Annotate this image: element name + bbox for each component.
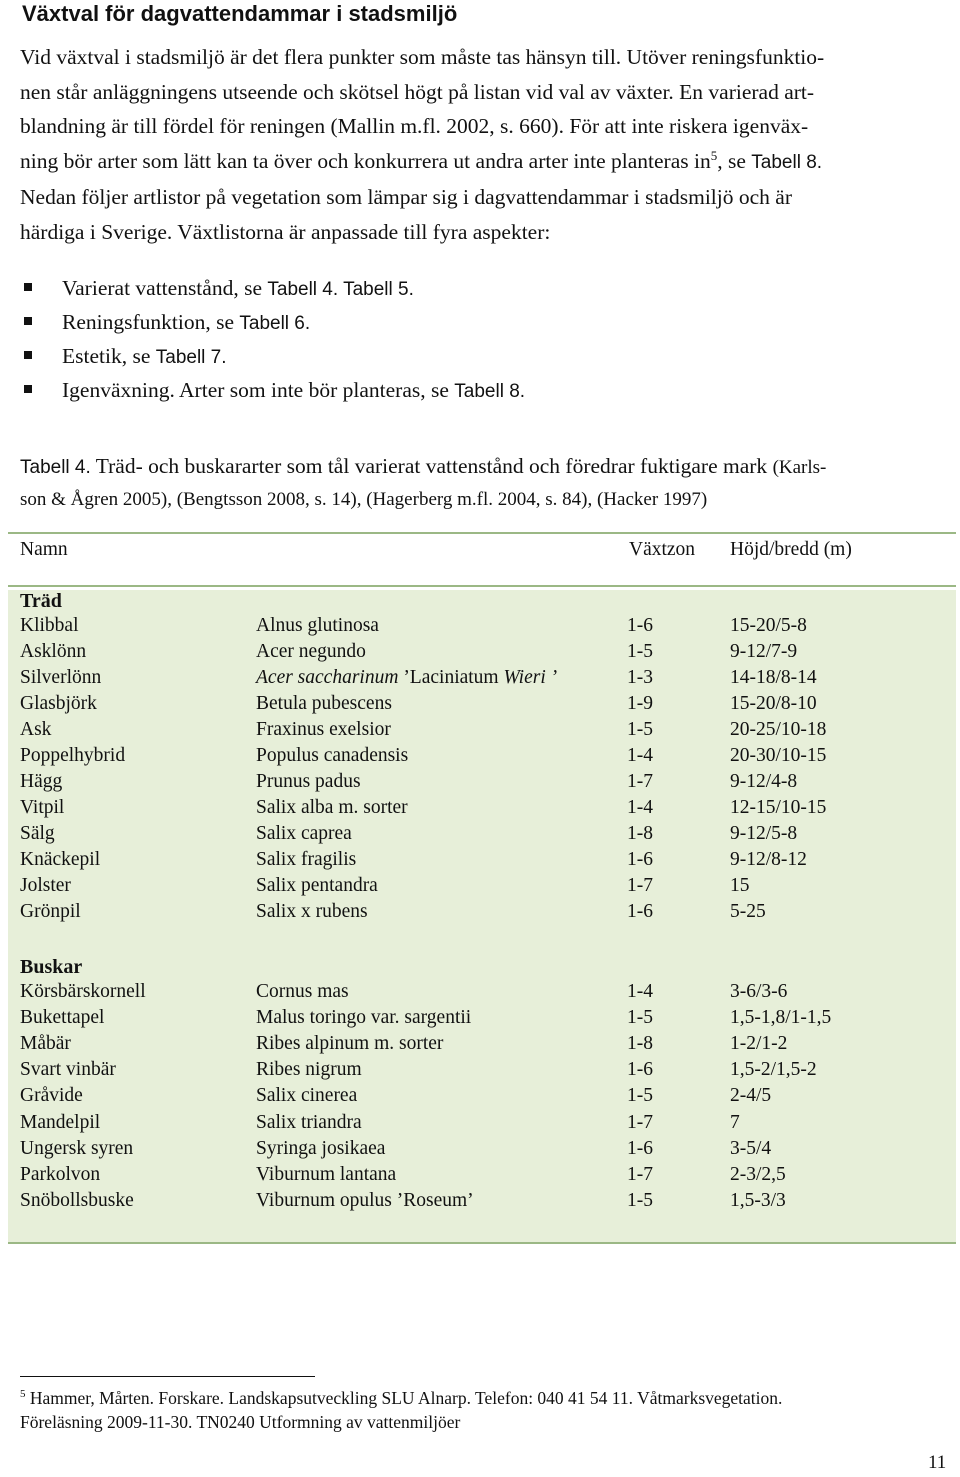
zone-cell: 1-5	[627, 1007, 653, 1029]
latin-name-cell: Fraxinus exelsior	[256, 719, 391, 740]
latin-name-cell: Salix alba m. sorter	[256, 797, 408, 818]
size-cell: 2-4/5	[730, 1085, 772, 1107]
size-cell: 3-6/3-6	[730, 981, 788, 1002]
latin-name-part: Wieri ’	[503, 667, 558, 688]
table-row	[8, 797, 956, 823]
square-bullet-icon	[24, 283, 32, 291]
footnote-marker[interactable]: 5	[710, 147, 718, 163]
intro-paragraph	[20, 40, 938, 249]
swedish-name-cell: Sälg	[20, 823, 55, 844]
table-row	[8, 1112, 956, 1138]
section-heading: Växtval för dagvattendammar i stadsmiljö	[22, 1, 458, 26]
size-cell: 2-3/2,5	[730, 1163, 786, 1185]
latin-name-cell: Salix triandra	[256, 1111, 362, 1133]
column-header-size: Höjd/bredd (m)	[730, 539, 852, 560]
swedish-name-cell: Asklönn	[20, 641, 87, 662]
zone-cell: 1-4	[627, 745, 653, 766]
swedish-name-cell: Poppelhybrid	[20, 745, 126, 766]
latin-name-cell: Syringa josikaea	[256, 1137, 386, 1159]
table-row	[8, 719, 956, 745]
swedish-name-cell: Mandelpil	[20, 1111, 101, 1133]
plant-table	[8, 532, 956, 1244]
swedish-name-cell: Silverlönn	[20, 667, 102, 688]
table-header	[8, 532, 956, 587]
table-row	[8, 771, 956, 797]
size-cell: 3-5/4	[730, 1137, 772, 1159]
list-item-text: Igenväxning. Arter som inte bör planteras, se	[62, 378, 455, 402]
zone-cell: 1-5	[627, 641, 653, 662]
table-row	[8, 745, 956, 771]
table-row	[8, 823, 956, 849]
zone-cell: 1-7	[627, 875, 653, 896]
size-cell: 12-15/10-15	[730, 797, 827, 818]
table-caption	[20, 450, 940, 516]
square-bullet-icon	[24, 317, 32, 325]
size-cell: 9-12/4-8	[730, 771, 798, 792]
latin-name-part: Acer saccharinum	[256, 667, 399, 688]
table-row	[8, 981, 956, 1007]
swedish-name-cell: Grönpil	[20, 901, 81, 922]
caption-line: son & Ågren 2005), (Bengtsson 2008, s. 14), (Hagerberg m.fl. 2004, s. 84), (Hacker 1997)	[20, 489, 708, 510]
zone-cell: 1-7	[627, 1111, 653, 1133]
caption-text: (Karls-	[772, 457, 827, 478]
swedish-name-cell: Ungersk syren	[20, 1137, 134, 1159]
section-title: Buskar	[20, 956, 83, 978]
list-item	[22, 340, 525, 374]
zone-cell: 1-5	[627, 1189, 653, 1211]
intro-line: Vid växtval i stadsmiljö är det flera punkter som måste tas hänsyn till. Utöver reningsfunktio-	[20, 45, 825, 69]
latin-name-cell: Viburnum opulus ’Roseum’	[256, 1189, 474, 1211]
table-row	[8, 1138, 956, 1164]
section-title: Träd	[20, 590, 62, 612]
swedish-name-cell: Vitpil	[20, 797, 65, 818]
latin-name-cell: Ribes alpinum m. sorter	[256, 1033, 444, 1055]
table-row	[8, 693, 956, 719]
size-cell: 7	[730, 1111, 740, 1133]
table-row	[8, 1190, 956, 1216]
footnote-line: Föreläsning 2009-11-30. TN0240 Utformning av vattenmiljöer	[20, 1412, 461, 1432]
size-cell: 20-30/10-15	[730, 745, 827, 766]
size-cell: 1,5-3/3	[730, 1189, 786, 1211]
latin-name-cell: Acer negundo	[256, 641, 366, 662]
square-bullet-icon	[24, 385, 32, 393]
size-cell: 15	[730, 875, 750, 896]
zone-cell: 1-8	[627, 1033, 653, 1055]
footnote-line	[20, 1386, 950, 1410]
table-row	[8, 1164, 956, 1190]
size-cell: 15-20/8-10	[730, 693, 817, 714]
swedish-name-cell: Klibbal	[20, 615, 79, 636]
zone-cell: 1-6	[627, 615, 653, 636]
table-row	[8, 1059, 956, 1085]
swedish-name-cell: Glasbjörk	[20, 693, 97, 714]
size-cell: 1-2/1-2	[730, 1033, 788, 1055]
footnote-divider	[20, 1376, 315, 1377]
latin-name-cell: Salix cinerea	[256, 1085, 358, 1107]
footnote-number: 5	[20, 1388, 26, 1401]
swedish-name-cell: Jolster	[20, 875, 71, 896]
footnote	[20, 1386, 950, 1434]
size-cell: 14-18/8-14	[730, 667, 817, 688]
latin-name-cell: Salix pentandra	[256, 875, 378, 896]
intro-line	[20, 144, 938, 181]
latin-name-cell: Malus toringo var. sargentii	[256, 1007, 472, 1029]
latin-name-part: ’Laciniatum	[398, 667, 504, 688]
table-row	[8, 875, 956, 901]
size-cell: 5-25	[730, 901, 766, 922]
intro-text: ning bör arter som lätt kan ta över och konkurrera ut andra arter inte planteras in	[20, 148, 711, 173]
latin-name-cell: Alnus glutinosa	[256, 615, 379, 636]
list-item	[22, 272, 525, 306]
size-cell: 20-25/10-18	[730, 719, 827, 740]
latin-name-cell: Ribes nigrum	[256, 1059, 362, 1081]
aspect-list	[22, 272, 525, 408]
intro-line: nen står anläggningens utseende och skötsel högt på listan vid val av växter. En varierad art-	[20, 79, 815, 104]
table-reference-link[interactable]: Tabell 6.	[239, 313, 311, 334]
latin-name-cell: Populus canadensis	[256, 745, 409, 766]
table-row	[8, 901, 956, 927]
table-reference-link[interactable]: Tabell 8.	[751, 151, 823, 173]
footnote-text: Hammer, Mårten. Forskare. Landskapsutveckling SLU Alnarp. Telefon: 040 41 54 11. Våtmarksvegetation.	[25, 1388, 783, 1408]
table-row	[8, 1007, 956, 1033]
table-row	[8, 1033, 956, 1059]
size-cell: 1,5-2/1,5-2	[730, 1059, 817, 1081]
table-row	[8, 1085, 956, 1111]
zone-cell: 1-7	[627, 771, 653, 792]
swedish-name-cell: Svart vinbär	[20, 1059, 116, 1081]
list-item-text: Varierat vattenstånd, se	[62, 276, 268, 300]
swedish-name-cell: Ask	[20, 719, 52, 740]
size-cell: 1,5-1,8/1-1,5	[730, 1007, 832, 1029]
zone-cell: 1-3	[627, 667, 653, 688]
swedish-name-cell: Hägg	[20, 771, 63, 792]
intro-line: Nedan följer artlistor på vegetation som lämpar sig i dagvattendammar i stadsmiljö och är	[20, 185, 792, 209]
size-cell: 9-12/5-8	[730, 823, 798, 844]
size-cell: 9-12/7-9	[730, 641, 798, 662]
swedish-name-cell: Måbär	[20, 1033, 71, 1055]
latin-name-cell: Viburnum lantana	[256, 1163, 397, 1185]
zone-cell: 1-6	[627, 849, 653, 870]
table-reference-link[interactable]: Tabell 4. Tabell 5.	[267, 279, 414, 300]
list-item	[22, 306, 525, 340]
zone-cell: 1-6	[627, 1137, 653, 1159]
latin-name-cell: Prunus padus	[256, 771, 361, 792]
latin-name-cell: Cornus mas	[256, 981, 349, 1002]
latin-name-cell: Betula pubescens	[256, 693, 392, 714]
table-reference-link[interactable]: Tabell 8.	[454, 381, 526, 402]
swedish-name-cell: Snöbollsbuske	[20, 1189, 134, 1211]
intro-text: , se	[717, 148, 746, 173]
size-cell: 9-12/8-12	[730, 849, 807, 870]
table-row	[8, 849, 956, 875]
square-bullet-icon	[24, 351, 32, 359]
column-header-zone: Växtzon	[629, 539, 696, 560]
caption-line	[20, 450, 940, 484]
swedish-name-cell: Bukettapel	[20, 1007, 105, 1029]
zone-cell: 1-4	[627, 797, 653, 818]
list-item-text: Reningsfunktion, se	[62, 310, 240, 334]
zone-cell: 1-5	[627, 1085, 653, 1107]
table-row	[8, 641, 956, 667]
column-header-name: Namn	[20, 539, 68, 560]
caption-text: Träd- och buskararter som tål varierat vattenstånd och föredrar fuktigare mark	[90, 454, 773, 478]
table-body	[8, 590, 956, 1244]
zone-cell: 1-6	[627, 1059, 653, 1081]
list-item-text: Estetik, se	[62, 344, 156, 368]
table-row	[8, 615, 956, 641]
table-reference-link[interactable]: Tabell 7.	[155, 347, 227, 368]
latin-name-cell: Salix x rubens	[256, 901, 368, 922]
table-row	[8, 667, 956, 693]
zone-cell: 1-4	[627, 981, 653, 1002]
zone-cell: 1-6	[627, 901, 653, 922]
zone-cell: 1-7	[627, 1163, 653, 1185]
intro-line: härdiga i Sverige. Växtlistorna är anpassade till fyra aspekter:	[20, 219, 551, 244]
swedish-name-cell: Gråvide	[20, 1085, 83, 1107]
latin-name-cell: Salix caprea	[256, 823, 352, 844]
latin-name-cell	[256, 667, 557, 689]
zone-cell: 1-8	[627, 823, 653, 844]
list-item	[22, 374, 525, 408]
zone-cell: 1-9	[627, 693, 653, 714]
zone-cell: 1-5	[627, 719, 653, 740]
swedish-name-cell: Körsbärskornell	[20, 981, 146, 1002]
latin-name-cell: Salix fragilis	[256, 849, 357, 870]
intro-line: blandning är till fördel för reningen (Mallin m.fl. 2002, s. 660). För att inte riskera igenväx-	[20, 114, 809, 138]
swedish-name-cell: Parkolvon	[20, 1163, 101, 1185]
size-cell: 15-20/5-8	[730, 615, 807, 636]
page-number: 11	[928, 1452, 947, 1473]
table-label: Tabell 4.	[20, 457, 91, 478]
swedish-name-cell: Knäckepil	[20, 849, 101, 870]
